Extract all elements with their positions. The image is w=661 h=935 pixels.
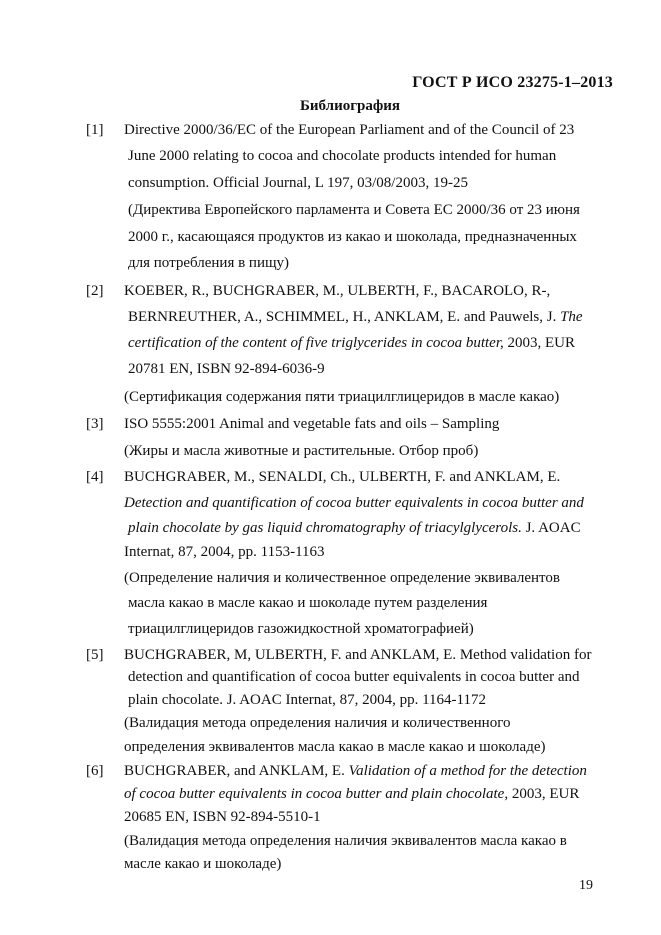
ref-line: триацилглицеридов газожидкостной хроматографией) xyxy=(128,621,474,637)
ref-line: масла какао в масле какао и шоколаде путем разделения xyxy=(128,595,488,611)
ref-line: 2000 г., касающаяся продуктов из какао и шоколада, предназначенных xyxy=(128,229,577,245)
ref-line: June 2000 relating to cocoa and chocolate products intended for human xyxy=(128,148,557,164)
ref-line: определения эквивалентов масла какао в масле какао и шоколаде) xyxy=(124,739,546,755)
ref-line: (Сертификация содержания пяти триацилглицеридов в масле какао) xyxy=(124,389,560,405)
ref-line: KOEBER, R., BUCHGRABER, M., ULBERTH, F., BACAROLO, R-, xyxy=(124,283,551,299)
ref-line: BUCHGRABER, M., SENALDI, Ch., ULBERTH, F. and ANKLAM, E. xyxy=(124,469,561,485)
ref-line: (Жиры и масла животные и растительные. Отбор проб) xyxy=(124,443,479,459)
ref-line: Internat, 87, 2004, pp. 1153-1163 xyxy=(124,544,325,560)
ref-line: detection and quantification of cocoa butter equivalents in cocoa butter and xyxy=(128,669,580,685)
ref-line: plain chocolate. J. AOAC Internat, 87, 2004, pp. 1164-1172 xyxy=(128,692,486,708)
ref-line: (Валидация метода определения наличия и количественного xyxy=(124,715,511,731)
ref-line: Detection and quantification of cocoa butter equivalents in cocoa butter and xyxy=(124,495,584,511)
ref-number: [6] xyxy=(86,763,104,779)
ref-line: consumption. Official Journal, L 197, 03/08/2003, 19-25 xyxy=(128,175,468,191)
ref-number: [5] xyxy=(86,647,104,663)
ref-number: [1] xyxy=(86,122,104,138)
ref-number: [4] xyxy=(86,469,104,485)
ref-line: для потребления в пищу) xyxy=(128,255,290,271)
ref-line: (Директива Европейского парламента и Совета ЕС 2000/36 от 23 июня xyxy=(128,202,580,218)
ref-line: of cocoa butter equivalents in cocoa butter and plain chocolate, 2003, EUR xyxy=(124,786,580,802)
ref-line: BUCHGRABER, M, ULBERTH, F. and ANKLAM, E. Method validation for xyxy=(124,647,592,663)
ref-line: certification of the content of five triglycerides in cocoa butter, 2003, EUR xyxy=(128,335,575,351)
ref-line: 20781 EN, ISBN 92-894-6036-9 xyxy=(128,361,325,377)
ref-number: [2] xyxy=(86,283,104,299)
ref-line: BUCHGRABER, and ANKLAM, E. Validation of a method for the detection xyxy=(124,763,587,779)
ref-line: (Определение наличия и количественное определение эквивалентов xyxy=(124,570,560,586)
ref-line: (Валидация метода определения наличия эквивалентов масла какао в xyxy=(124,833,567,849)
ref-number: [3] xyxy=(86,416,104,432)
ref-line: plain chocolate by gas liquid chromatography of triacylglycerols. J. AOAC xyxy=(128,520,581,536)
ref-line: масле какао и шоколаде) xyxy=(124,856,282,872)
standard-header: ГОСТ Р ИСО 23275-1–2013 xyxy=(412,74,613,91)
bibliography-title: Библиография xyxy=(299,98,401,114)
ref-line: ISO 5555:2001 Animal and vegetable fats and oils – Sampling xyxy=(124,416,500,432)
page-number: 19 xyxy=(579,878,593,893)
ref-line: BERNREUTHER, A., SCHIMMEL, H., ANKLAM, E. and Pauwels, J. The xyxy=(128,309,583,325)
ref-line: Directive 2000/36/EC of the European Parliament and of the Council of 23 xyxy=(124,122,575,138)
ref-line: 20685 EN, ISBN 92-894-5510-1 xyxy=(124,809,321,825)
